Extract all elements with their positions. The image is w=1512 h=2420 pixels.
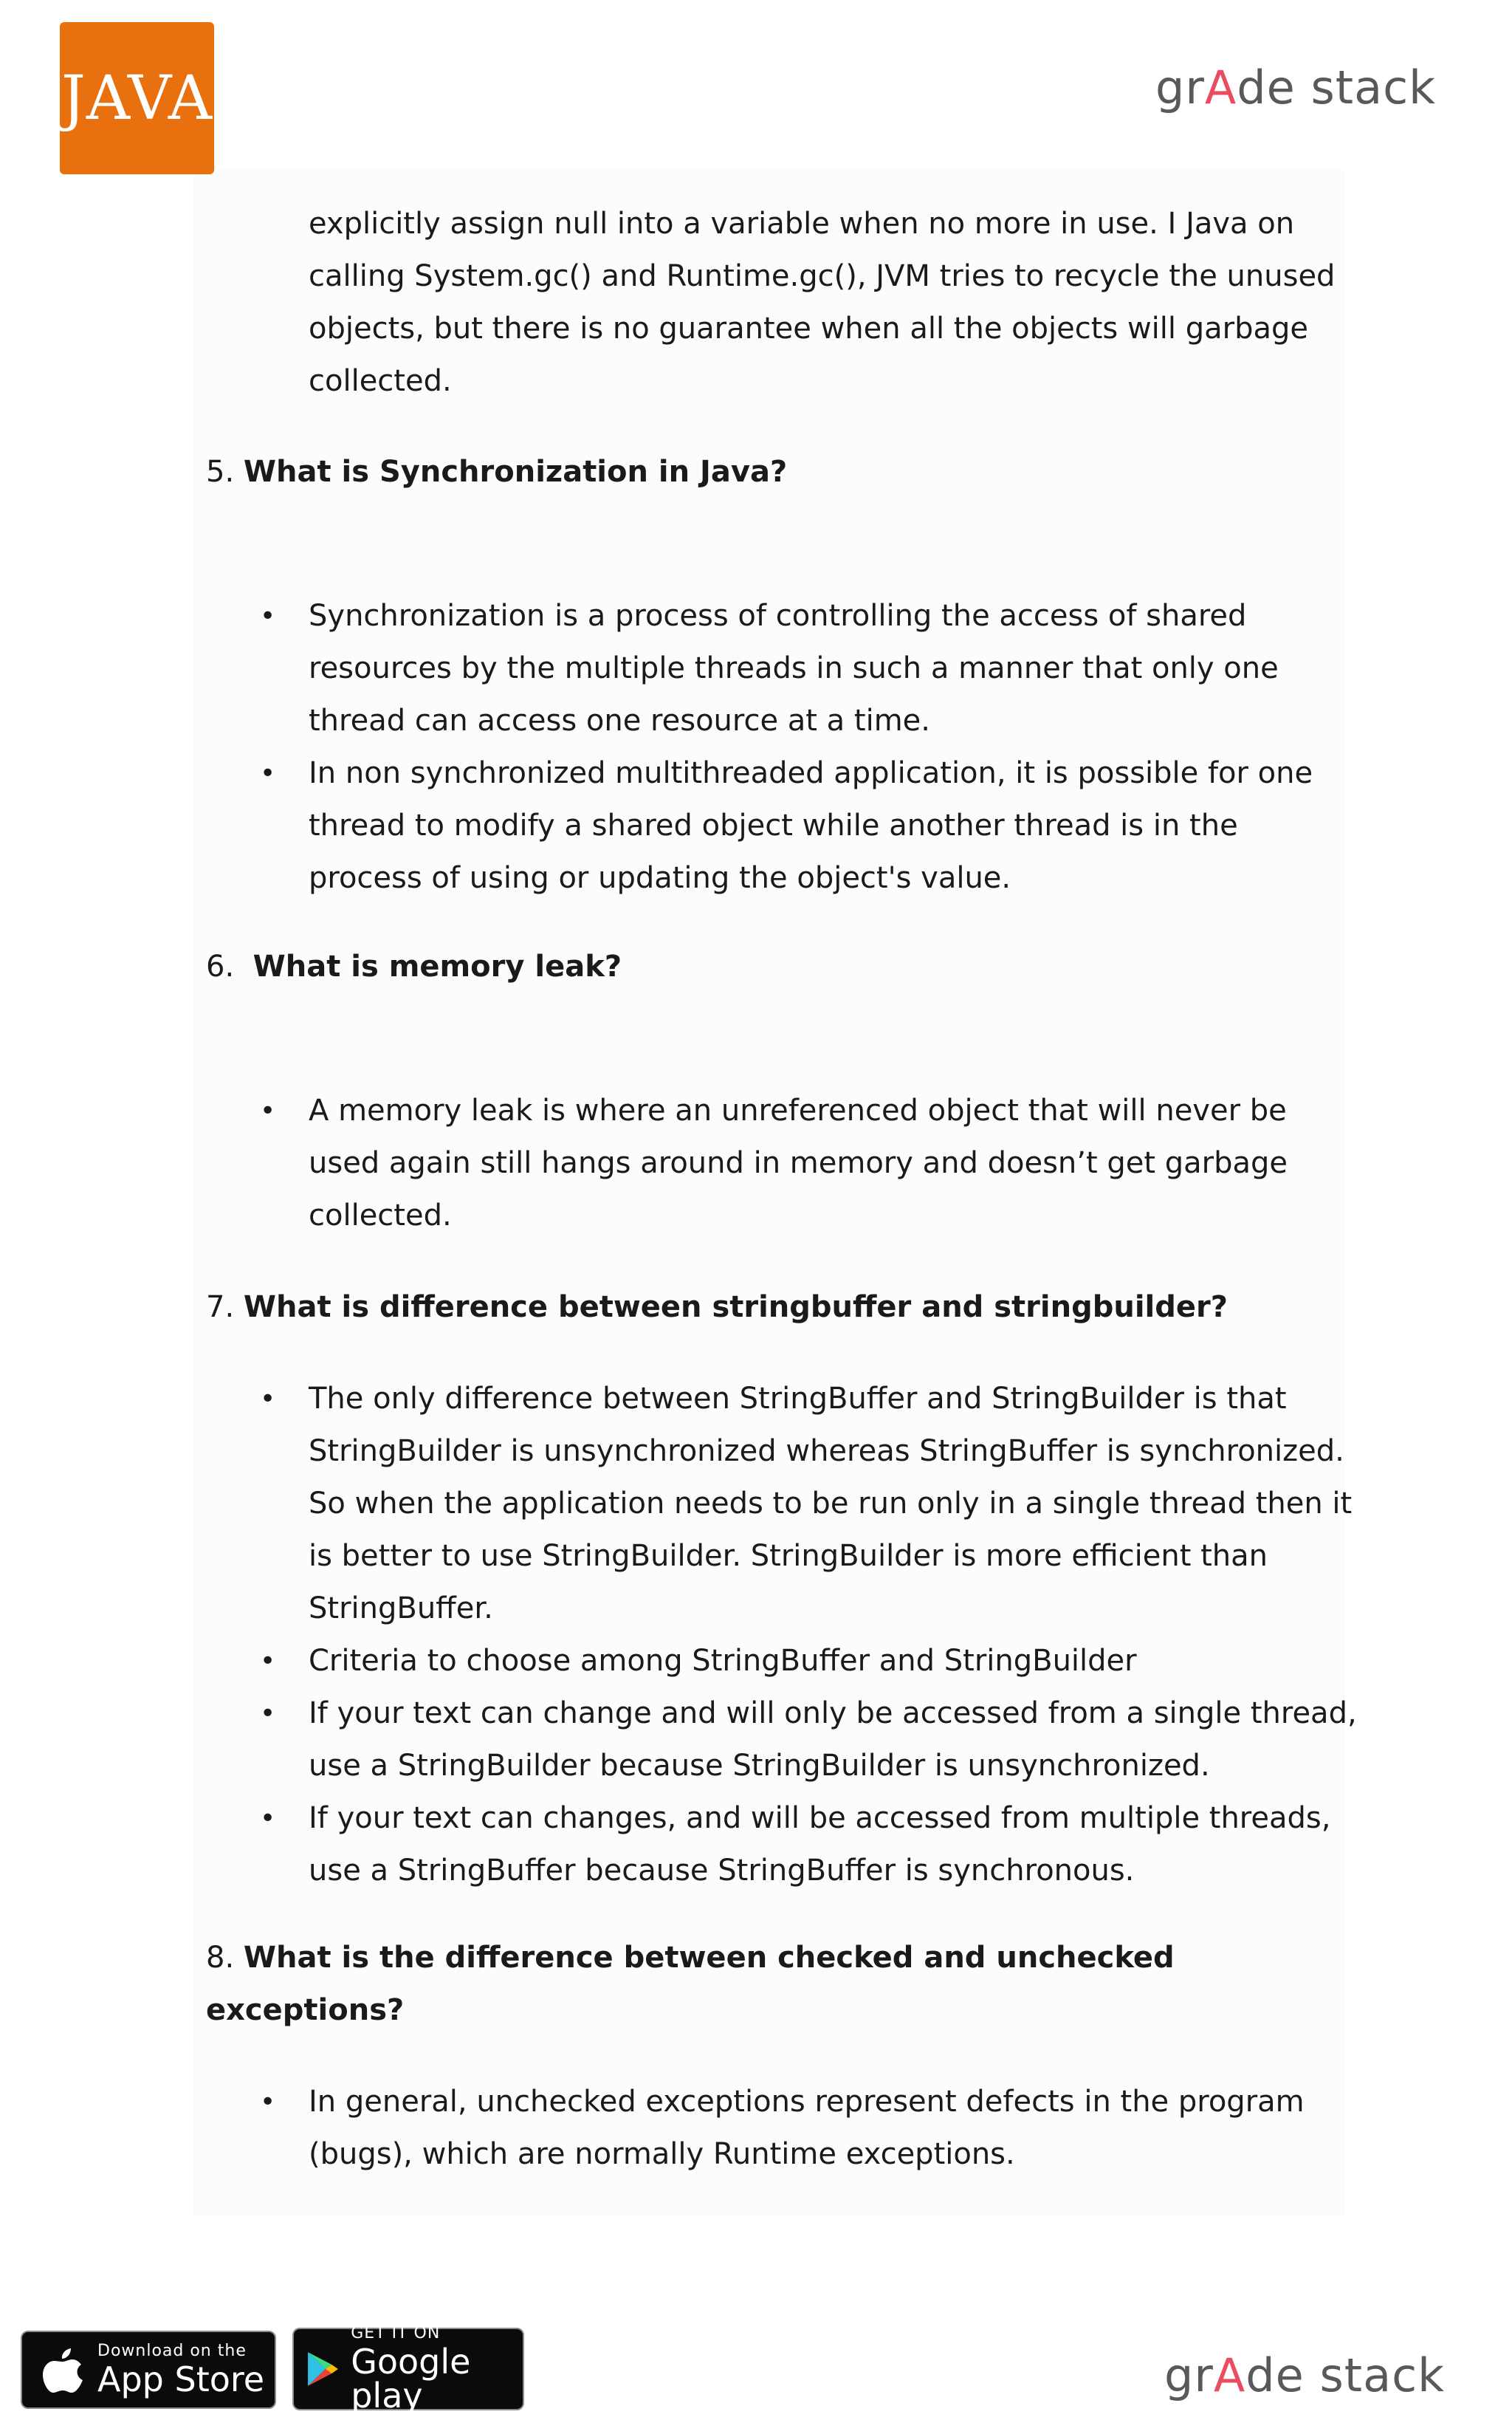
apple-icon [41, 2345, 84, 2394]
brand-mark: A [1213, 2348, 1246, 2402]
brand-text-right: de stack [1237, 61, 1437, 114]
intro-continuation: explicitly assign null into a variable when no more in use. I Java on calling System.gc() and Runtime.gc(), JVM tries to recycle the unused objects, but there is no guarantee when all the objects will garbage collected. [309, 207, 1336, 398]
question-heading [206, 941, 1358, 993]
google-play-small-text: GET IT ON [351, 2324, 441, 2342]
list-item: • The only difference between StringBuffer and StringBuilder is that StringBuilder is unsynchronized whereas StringBuffer is synchronized. So when the application needs to be run only in a single thread then it is better to use StringBuilder. StringBuilder is more efficient than StringBuffer. [309, 1373, 1357, 1635]
brand-text-left: gr [1164, 2348, 1214, 2402]
question-heading [206, 1281, 1358, 1334]
google-play-icon [304, 2346, 340, 2392]
question-title: What is Synchronization in Java? [243, 455, 788, 489]
question-heading [206, 446, 1358, 498]
question-number: 8. [206, 1941, 235, 1975]
google-play-badge[interactable] [292, 2324, 524, 2416]
list-item: • In non synchronized multithreaded application, it is possible for one thread to modify a shared object while another thread is in the process of using or updating the object's value. [309, 747, 1357, 905]
app-store-badge[interactable] [21, 2331, 276, 2409]
java-logo-text: JAVA [61, 63, 213, 134]
brand-text-left: gr [1155, 61, 1205, 114]
answer-list [309, 1373, 1357, 1897]
answer-list [309, 1085, 1357, 1242]
answer-list [309, 590, 1357, 905]
gradestack-logo-footer [1164, 2348, 1445, 2402]
list-item: • Synchronization is a process of controlling the access of shared resources by the multiple threads in such a manner that only one thread can access one resource at a time. [309, 590, 1357, 747]
list-item: • Criteria to choose among StringBuffer and StringBuilder [309, 1635, 1357, 1687]
brand-mark: A [1204, 61, 1237, 114]
question-heading [206, 1932, 1181, 2037]
question-title: What is memory leak? [252, 950, 622, 984]
question-number: 6. [206, 950, 235, 984]
question-title: What is the difference between checked and unchecked exceptions? [206, 1941, 1175, 2027]
brand-text-right: de stack [1245, 2348, 1446, 2402]
app-store-small-text: Download on the [97, 2342, 247, 2360]
list-item: • In general, unchecked exceptions represent defects in the program (bugs), which are normally Runtime exceptions. [309, 2076, 1357, 2181]
list-item: • A memory leak is where an unreferenced object that will never be used again still hangs around in memory and doesn’t get garbage collected. [309, 1085, 1357, 1242]
question-number: 7. [206, 1290, 235, 1324]
list-item: • If your text can change and will only be accessed from a single thread, use a StringBuilder because StringBuilder is unsynchronized. [309, 1687, 1357, 1792]
list-item: • If your text can changes, and will be accessed from multiple threads, use a StringBuffer because StringBuffer is synchronous. [309, 1792, 1357, 1897]
app-store-big-text: App Store [97, 2359, 265, 2399]
answer-list [309, 2076, 1357, 2181]
google-play-big-text: Google play [351, 2342, 471, 2416]
question-number: 5. [206, 455, 235, 489]
question-title: What is difference between stringbuffer and stringbuilder? [243, 1290, 1228, 1324]
